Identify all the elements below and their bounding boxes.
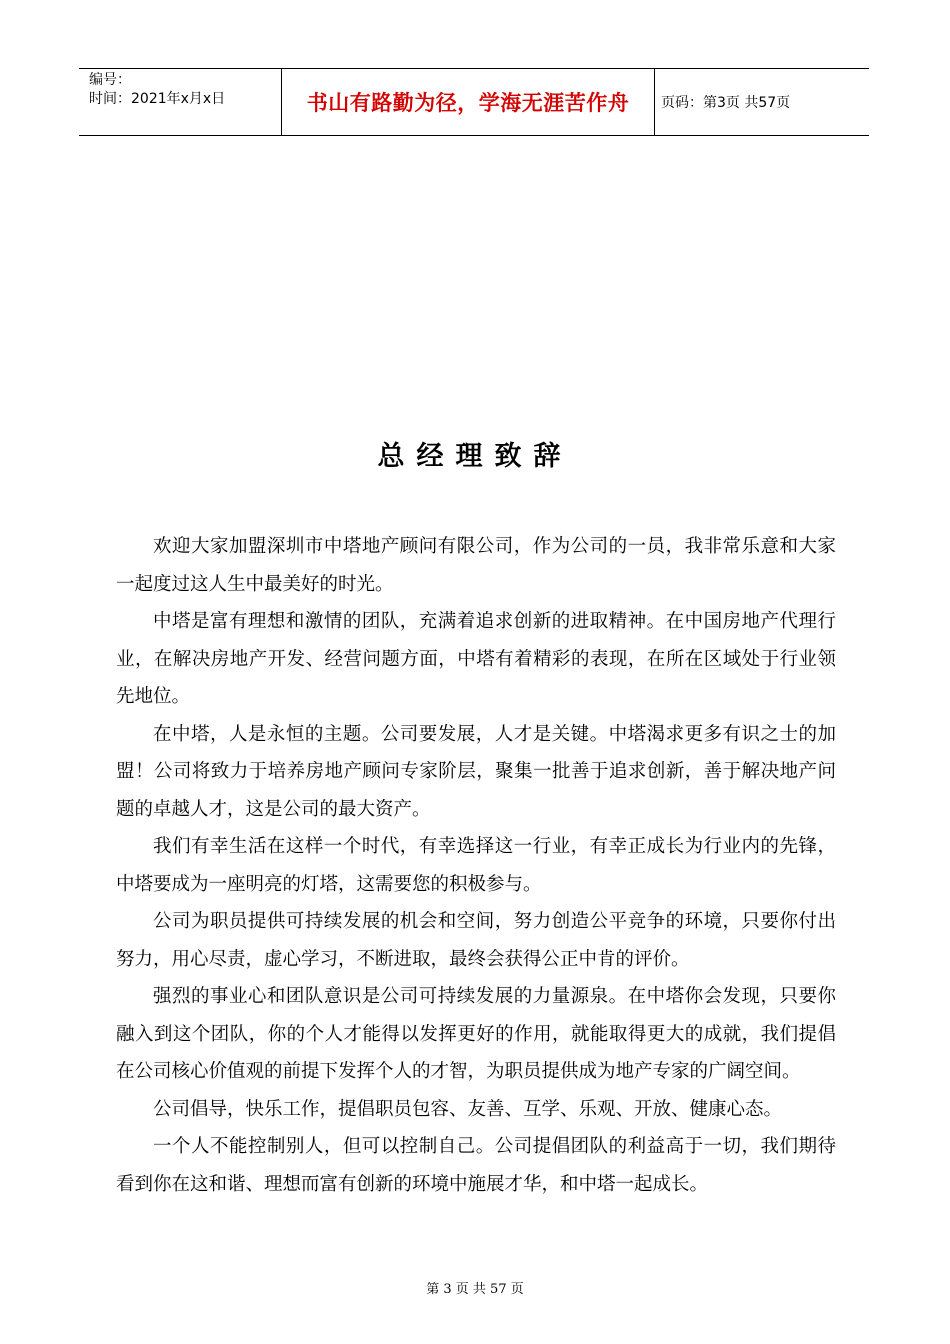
body-paragraph: 欢迎大家加盟深圳市中塔地产顾问有限公司，作为公司的一员，我非常乐意和大家一起度过这人生中最美好的时光。 [116,536,836,595]
document-body [116,528,836,1203]
body-paragraph: 一个人不能控制别人，但可以控制自己。公司提倡团队的利益高于一切，我们期待看到你在这和谐、理想而富有创新的环境中施展才华，和中塔一起成长。 [116,1136,836,1195]
header-motto: 书山有路勤为径，学海无涯苦作舟 [306,91,630,115]
body-paragraph: 公司倡导，快乐工作，提倡职员包容、友善、互学、乐观、开放、健康心态。 [153,1098,783,1120]
body-paragraph: 在中塔，人是永恒的主题。公司要发展，人才是关键。中塔渴求更多有识之士的加盟！公司将致力于培养房地产顾问专家阶层，聚集一批善于追求创新，善于解决地产问题的卓越人才，这是公司的最大资产。 [116,723,836,820]
header-page-code-cell [655,69,869,135]
body-paragraph: 中塔是富有理想和激情的团队，充满着追求创新的进取精神。在中国房地产代理行业，在解决房地产开发、经营问题方面，中塔有着精彩的表现，在所在区域处于行业领先地位。 [116,611,836,707]
page-header [79,68,869,136]
document-date: 时间：2021年x月x日 [89,91,226,107]
header-meta [79,69,281,135]
header-motto-cell [281,69,655,135]
body-paragraph: 强烈的事业心和团队意识是公司可持续发展的力量源泉。在中塔你会发现，只要你融入到这个团队，你的个人才能得以发挥更好的作用，就能取得更大的成就，我们提倡在公司核心价值观的前提下发挥个人的才智，为职员提供成为地产专家的广阔空间。 [116,986,836,1082]
document-number-label: 编号： [89,72,131,88]
body-paragraph: 我们有幸生活在这样一个时代，有幸选择这一行业，有幸正成长为行业内的先锋，中塔要成为一座明亮的灯塔，这需要您的积极参与。 [116,836,836,895]
body-paragraph: 公司为职员提供可持续发展的机会和空间，努力创造公平竞争的环境，只要你付出努力，用心尽责，虚心学习，不断进取，最终会获得公正中肯的评价。 [116,911,836,970]
document-title: 总经理致辞 [377,441,573,472]
header-page-code: 页码：第3页 共57页 [661,95,791,111]
page-footer: 第 3 页 共 57 页 [426,1282,524,1297]
